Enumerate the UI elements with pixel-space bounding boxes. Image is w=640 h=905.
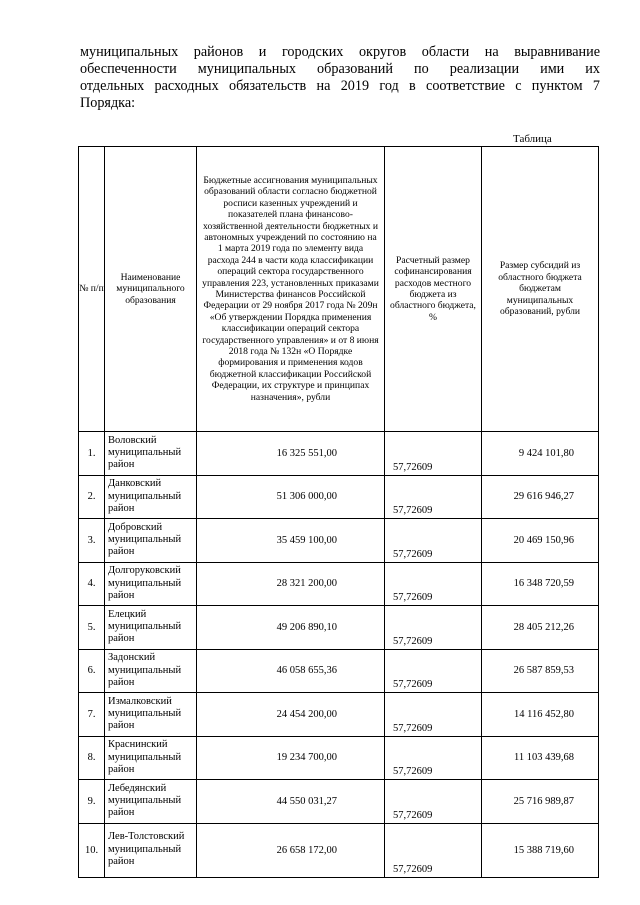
row-subsidy: 9 424 101,80 bbox=[482, 432, 599, 476]
row-budget: 28 321 200,00 bbox=[197, 562, 385, 606]
table-row bbox=[79, 649, 599, 693]
row-rate: 57,72609 bbox=[385, 649, 482, 693]
subsidy-table bbox=[78, 146, 599, 878]
row-name: Добровский муниципальный район bbox=[105, 519, 197, 563]
row-subsidy: 14 116 452,80 bbox=[482, 693, 599, 737]
row-num: 5. bbox=[79, 606, 105, 650]
row-budget: 51 306 000,00 bbox=[197, 475, 385, 519]
row-name: Елецкий муниципальный район bbox=[105, 606, 197, 650]
row-name: Долгоруковский муниципальный район bbox=[105, 562, 197, 606]
row-budget: 49 206 890,10 bbox=[197, 606, 385, 650]
row-num: 2. bbox=[79, 475, 105, 519]
table-row bbox=[79, 475, 599, 519]
header-name: Наименование муниципального образования bbox=[105, 147, 197, 432]
row-subsidy: 29 616 946,27 bbox=[482, 475, 599, 519]
row-rate: 57,72609 bbox=[385, 780, 482, 824]
row-rate: 57,72609 bbox=[385, 562, 482, 606]
row-name: Данковский муниципальный район bbox=[105, 475, 197, 519]
intro-line: Порядка: bbox=[80, 95, 136, 111]
intro-line: отдельных расходных обязательств на 2019 год в соответствие с пунктом 7 bbox=[80, 78, 600, 94]
row-name: Задонский муниципальный район bbox=[105, 649, 197, 693]
table-row bbox=[79, 736, 599, 780]
table-row bbox=[79, 432, 599, 476]
row-num: 7. bbox=[79, 693, 105, 737]
row-subsidy: 26 587 859,53 bbox=[482, 649, 599, 693]
row-name: Краснинский муниципальный район bbox=[105, 736, 197, 780]
header-budget: Бюджетные ассигнования муниципальных образований области согласно бюджетной росписи казенных учреждений и показателей плана финансово-хозяйственной деятельности бюджетных и автономных учреждений по состоянию на 1 марта 2019 года по элементу вида расхода 244 в части кода классификации операций сектора государственного управления 223, установленных приказами Министерства финансов Российской Федерации от 29 ноября 2017 года № 209н «Об утверждении Порядка применения классификации операций сектора государственного управления» и от 8 июня 2018 года № 132н «О Порядке формирования и применения кодов бюджетной классификации Российской Федерации, их структуре и принципах назначения», рубли bbox=[197, 147, 385, 432]
row-budget: 35 459 100,00 bbox=[197, 519, 385, 563]
row-subsidy: 28 405 212,26 bbox=[482, 606, 599, 650]
row-num: 1. bbox=[79, 432, 105, 476]
row-subsidy: 25 716 989,87 bbox=[482, 780, 599, 824]
intro-line: муниципальных районов и городских округов области на выравнивание bbox=[80, 44, 600, 60]
intro-line: обеспеченности муниципальных образований по реализации ими их bbox=[80, 61, 600, 77]
row-budget: 16 325 551,00 bbox=[197, 432, 385, 476]
table-row bbox=[79, 606, 599, 650]
table-header-row bbox=[79, 147, 599, 432]
row-budget: 26 658 172,00 bbox=[197, 823, 385, 877]
row-subsidy: 15 388 719,60 bbox=[482, 823, 599, 877]
row-rate: 57,72609 bbox=[385, 736, 482, 780]
row-rate: 57,72609 bbox=[385, 823, 482, 877]
table-row bbox=[79, 823, 599, 877]
row-rate: 57,72609 bbox=[385, 519, 482, 563]
row-rate: 57,72609 bbox=[385, 693, 482, 737]
row-subsidy: 11 103 439,68 bbox=[482, 736, 599, 780]
table-row bbox=[79, 780, 599, 824]
row-num: 3. bbox=[79, 519, 105, 563]
row-subsidy: 16 348 720,59 bbox=[482, 562, 599, 606]
row-num: 9. bbox=[79, 780, 105, 824]
header-num: № п/п bbox=[79, 147, 105, 432]
row-num: 4. bbox=[79, 562, 105, 606]
row-budget: 44 550 031,27 bbox=[197, 780, 385, 824]
row-budget: 24 454 200,00 bbox=[197, 693, 385, 737]
row-rate: 57,72609 bbox=[385, 432, 482, 476]
row-name: Воловский муниципальный район bbox=[105, 432, 197, 476]
row-rate: 57,72609 bbox=[385, 475, 482, 519]
row-subsidy: 20 469 150,96 bbox=[482, 519, 599, 563]
row-num: 10. bbox=[79, 823, 105, 877]
row-budget: 19 234 700,00 bbox=[197, 736, 385, 780]
row-name: Измалковский муниципальный район bbox=[105, 693, 197, 737]
row-name: Лев-Толстовский муниципальный район bbox=[105, 823, 197, 877]
table-row bbox=[79, 693, 599, 737]
table-label: Таблица bbox=[513, 133, 552, 145]
table-row bbox=[79, 562, 599, 606]
header-rate: Расчетный размер софинансирования расходов местного бюджета из областного бюджета, % bbox=[385, 147, 482, 432]
header-subsidy: Размер субсидий из областного бюджета бюджетам муниципальных образований, рубли bbox=[482, 147, 599, 432]
intro-paragraph bbox=[80, 44, 600, 112]
row-num: 8. bbox=[79, 736, 105, 780]
row-budget: 46 058 655,36 bbox=[197, 649, 385, 693]
row-num: 6. bbox=[79, 649, 105, 693]
row-name: Лебедянский муниципальный район bbox=[105, 780, 197, 824]
row-rate: 57,72609 bbox=[385, 606, 482, 650]
table-row bbox=[79, 519, 599, 563]
